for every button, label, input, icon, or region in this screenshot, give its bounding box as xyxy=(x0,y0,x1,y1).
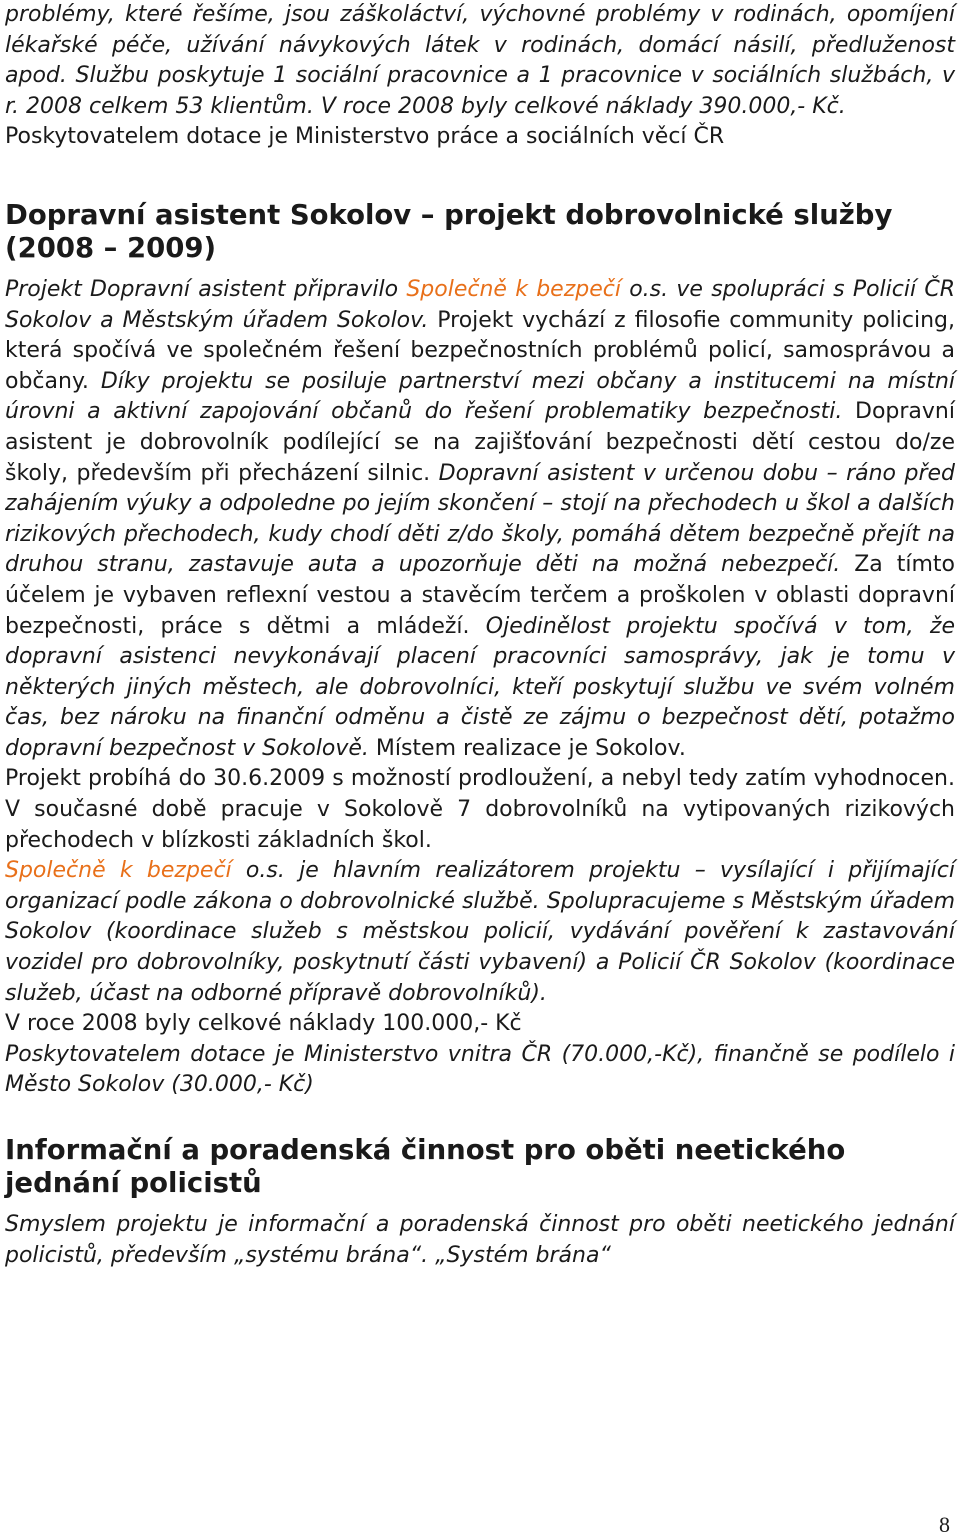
p1-partners-text: o.s. ve spolupráci s Policií ČR Sokolov a Městským úřadem Sokolov. xyxy=(5,276,955,333)
p1-philosophy-text: Projekt vychází z filosofie community policing, která spočívá ve společném řešení bezpečnostních problémů policí, samosprávou a občany. xyxy=(5,307,955,394)
organization-name-highlight-2: Společně k bezpečí xyxy=(5,858,232,884)
section2-paragraph-1: Smyslem projektu je informační a poradenská činnost pro oběti neetického jednání policistů, především „systému brána“. „Systém brána“ xyxy=(5,1212,955,1268)
intro-funding-line: Poskytovatelem dotace je Ministerstvo práce a sociálních věcí ČR xyxy=(5,124,725,150)
organization-name-highlight: Společně k bezpečí xyxy=(406,276,621,302)
p1-location-text: Místem realizace je Sokolov. xyxy=(368,735,686,761)
p1-volunteer-definition: Dopravní asistent je dobrovolník podílející se na zajišťování bezpečnosti dětí cestou do/ze školy, především při přecházení silnic. xyxy=(5,399,955,486)
p1-partnership-text: Díky projektu se posiluje partnerství mezi občany a institucemi na místní úrovni a aktivní zapojování občanů do řešení problematiky bezpečnosti. xyxy=(5,368,955,425)
section1-paragraph-2: Projekt probíhá do 30.6.2009 s možností prodloužení, a nebyl tedy zatím vyhodnocen. V současné době pracuje v Sokolově 7 dobrovolníků na vytipovaných rizikových přechodech v blízkosti základních škol. xyxy=(5,766,955,853)
section1-costs: V roce 2008 byly celkové náklady 100.000,- Kč xyxy=(5,1011,522,1037)
section-heading-dopravni-asistent: Dopravní asistent Sokolov – projekt dobrovolnické služby (2008 – 2009) xyxy=(5,198,893,264)
p1-duties-text: Dopravní asistent v určenou dobu – ráno před zahájením výuky a odpoledne po jejím skončení – stojí na přechodech u škol a dalších rizikových přechodech, kudy chodí děti z/do školy, pomáhá dětem bezpečně přejít na druhou stranu, zastavuje auta a upozorňuje děti na možná nebezpečí. xyxy=(5,460,955,578)
section-heading-informacni-cinnost: Informační a poradenská činnost pro oběti neetického jednání policistů xyxy=(5,1134,846,1199)
p1-uniqueness-text: Ojedinělost projektu spočívá v tom, že dopravní asistenci nevykonávají placení pracovníci samosprávy, jak je tomu v některých jiných městech, ale dobrovolníci, kteří poskytují službu ve svém volném čas, bez nároku na finanční odměnu a čistě ze zájmu o bezpečnost dětí, potažmo dopravní bezpečnost v Sokolově. xyxy=(5,613,955,761)
p1-intro-text: Projekt Dopravní asistent připravilo xyxy=(5,276,407,302)
intro-paragraph: problémy, které řešíme, jsou záškoláctví, výchovné problémy v rodinách, opomíjení lékařské péče, užívání návykových látek v rodinách, domácí násilí, předluženost apod. Službu poskytuje 1 sociální pracovnice a 1 pracovnice v sociálních službách, v r. 2008 celkem 53 klientům. V roce 2008 byly celkové náklady 390.000,- Kč. xyxy=(5,2,955,119)
section1-paragraph-1 xyxy=(5,275,955,765)
document-page xyxy=(5,0,955,1271)
page-number: 8 xyxy=(939,1512,950,1537)
section1-funding: Poskytovatelem dotace je Ministerstvo vnitra ČR (70.000,-Kč), finančně se podílelo i Město Sokolov (30.000,- Kč) xyxy=(5,1041,955,1098)
p3-cooperation-text: o.s. je hlavním realizátorem projektu – vysílající i přijímající organizací podle zákona o dobrovolnické službě. Spolupracujeme s Městským úřadem Sokolov (koordinace služeb s městskou policií, vydávání pověření k zastavování vozidel pro dobrovolníky, poskytnutí části vybavení) a Policií ČR Sokolov (koordinace služeb, účast na odborné přípravě dobrovolníků). xyxy=(5,858,955,1006)
p1-equipment-text: Za tímto účelem je vybaven reflexní vestou a stavěcím terčem a proškolen v oblasti dopravní bezpečnosti, práce s dětmi a mládeží. xyxy=(5,552,955,639)
section1-paragraph-3 xyxy=(5,856,955,1009)
